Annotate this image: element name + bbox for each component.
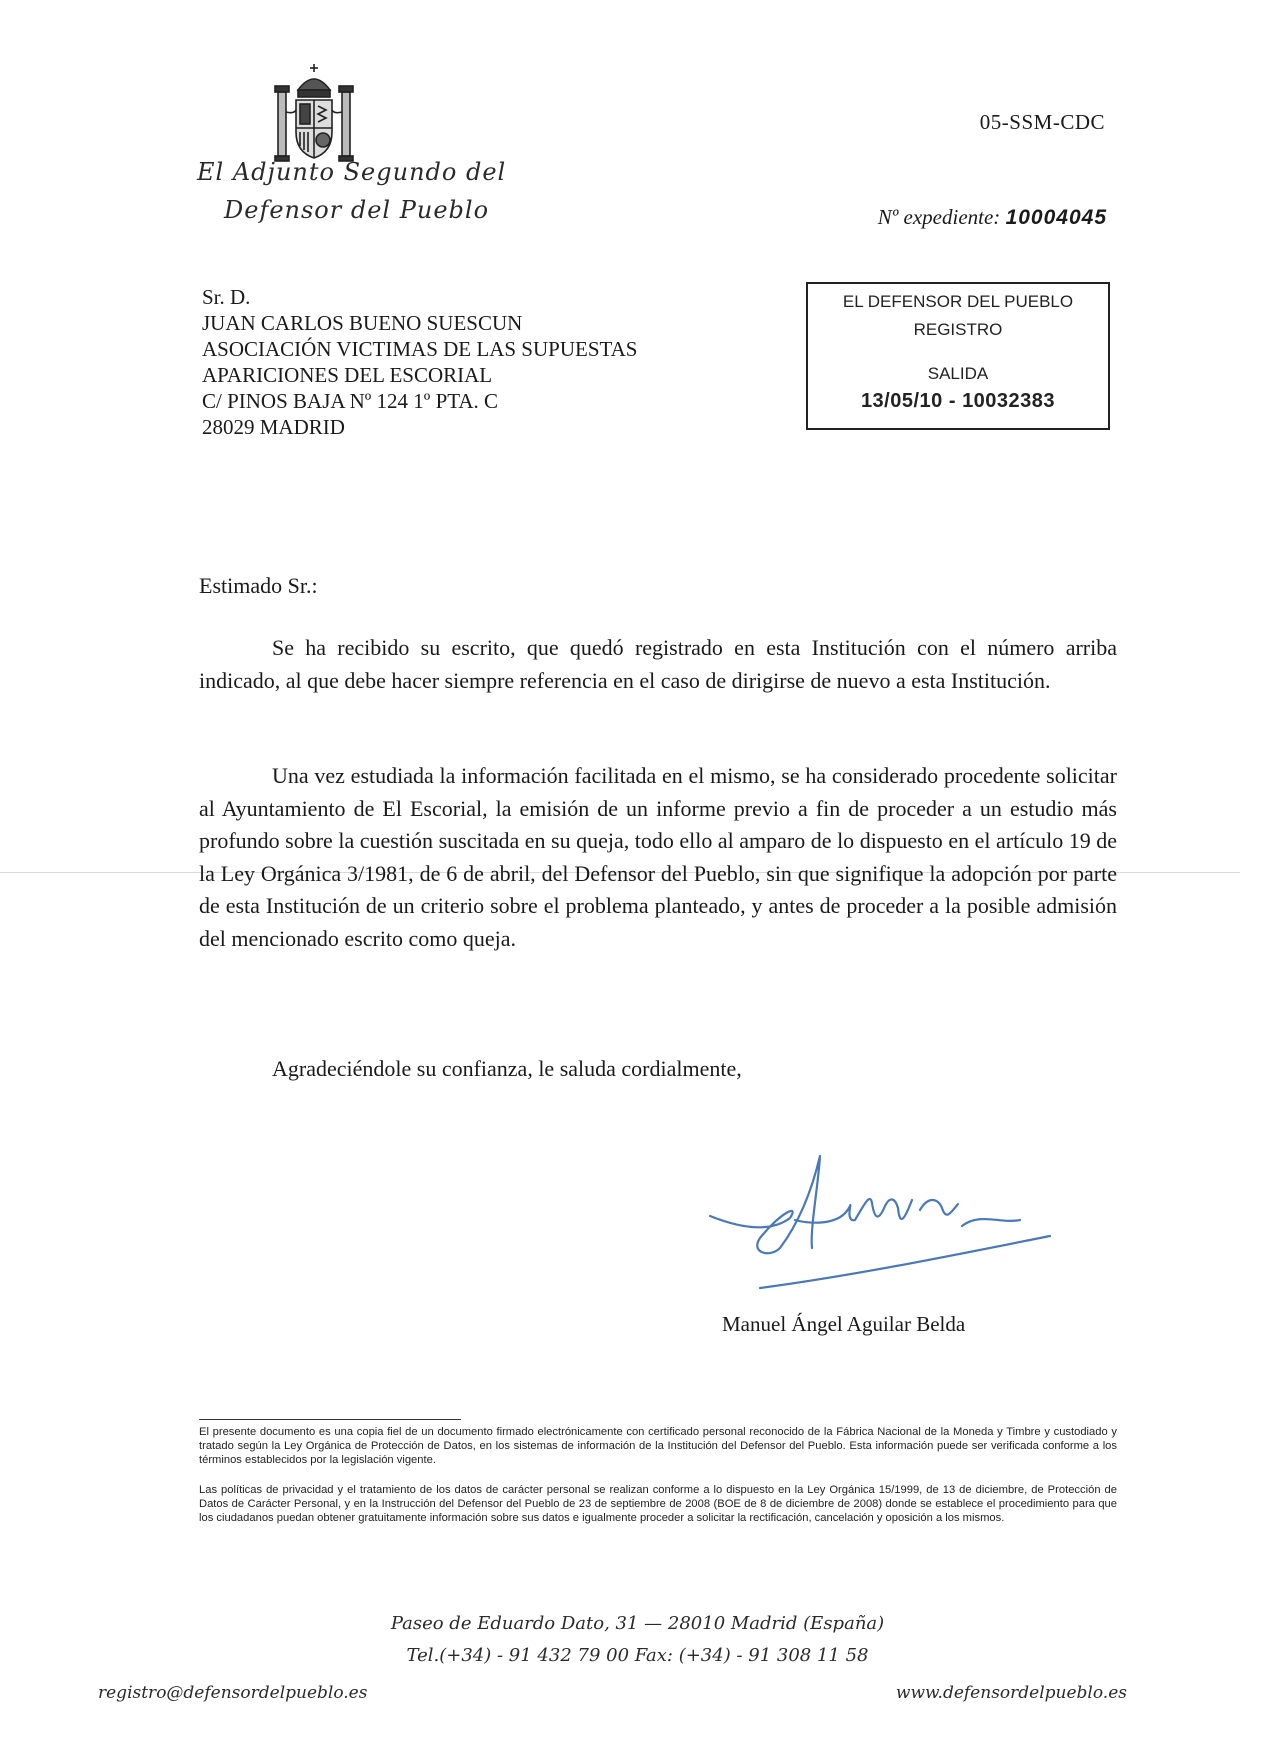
salutation: Estimado Sr.:	[199, 573, 318, 598]
addressee-line: ASOCIACIÓN VICTIMAS DE LAS SUPUESTAS	[202, 337, 638, 361]
addressee-line: Sr. D.	[202, 285, 251, 309]
addressee-line: JUAN CARLOS BUENO SUESCUN	[202, 311, 523, 335]
stamp-direction: SALIDA	[927, 364, 989, 383]
expediente-number: 10004045	[1005, 206, 1107, 229]
expediente-label: Nº expediente:	[877, 205, 1001, 229]
institution-address: Paseo de Eduardo Dato, 31 — 28010 Madrid (España)	[390, 1613, 885, 1634]
office-title-line1: El Adjunto Segundo del	[197, 158, 507, 186]
registry-stamp	[806, 282, 1110, 430]
signer-name: Manuel Ángel Aguilar Belda	[722, 1312, 966, 1336]
addressee-line: C/ PINOS BAJA Nº 124 1º PTA. C	[202, 389, 499, 413]
addressee-block	[202, 284, 637, 440]
stamp-institution: EL DEFENSOR DEL PUEBLO	[842, 292, 1074, 311]
closing-line: Agradeciéndole su confianza, le saluda cordialmente,	[272, 1056, 742, 1081]
expediente-line	[878, 205, 1107, 230]
contact-email: registro@defensordelpueblo.es	[98, 1683, 368, 1703]
coat-of-arms-emblem	[272, 62, 356, 166]
office-title-line2: Defensor del Pueblo	[224, 196, 490, 224]
handwritten-signature	[700, 1148, 1080, 1298]
addressee-line: 28029 MADRID	[202, 415, 345, 439]
body-paragraph-2: Una vez estudiada la información facilitada en el mismo, se ha considerado procedente solicitar al Ayuntamiento de El Escorial, la emisión de un informe previo a fin de proceder a un estudio más profundo sobre la cuestión suscitada en su queja, todo ello al amparo de lo dispuesto en el artículo 19 de la Ley Orgánica 3/1981, de 6 de abril, del Defensor del Pueblo, sin que signifique la adopción por parte de esta Institución de un criterio sobre el problema planteado, y antes de proceder a la posible admisión del mencionado escrito como queja.	[199, 763, 1117, 951]
footnote-electronic-copy: El presente documento es una copia fiel de un documento firmado electrónicamente con certificado personal reconocido de la Fábrica Nacional de la Moneda y Timbre y custodiado y tratado según la Ley Orgánica de Protección de Datos, en los sistemas de información de la Institución del Defensor del Pueblo. Esta información puede ser verificada conforme a los términos establecidos por la legislación vigente.	[199, 1426, 1117, 1466]
reference-code: 05-SSM-CDC	[979, 110, 1105, 134]
stamp-registry: REGISTRO	[913, 320, 1003, 339]
institution-phones: Tel.(+34) - 91 432 79 00 Fax: (+34) - 91 308 11 58	[406, 1645, 869, 1666]
website-url: www.defensordelpueblo.es	[895, 1683, 1127, 1703]
stamp-date-number: 13/05/10 - 10032383	[860, 390, 1056, 412]
footnote-privacy-policy: Las políticas de privacidad y el tratamiento de los datos de carácter personal se realizan conforme a lo dispuesto en la Ley Orgánica 15/1999, de 13 de diciembre, de Protección de Datos de Carácter Personal, y en la Instrucción del Defensor del Pueblo de 23 de septiembre de 2008 (BOE de 8 de diciembre de 2008) donde se establece el procedimiento para que los ciudadanos puedan obtener gratuitamente información sobre sus datos e igualmente proceder a solicitar la rectificación, cancelación y oposición a los mismos.	[199, 1484, 1117, 1524]
footnote-divider	[199, 1419, 461, 1420]
body-paragraph-1: Se ha recibido su escrito, que quedó registrado en esta Institución con el número arriba indicado, al que debe hacer siempre referencia en el caso de dirigirse de nuevo a esta Institución.	[199, 635, 1117, 693]
addressee-line: APARICIONES DEL ESCORIAL	[202, 363, 493, 387]
